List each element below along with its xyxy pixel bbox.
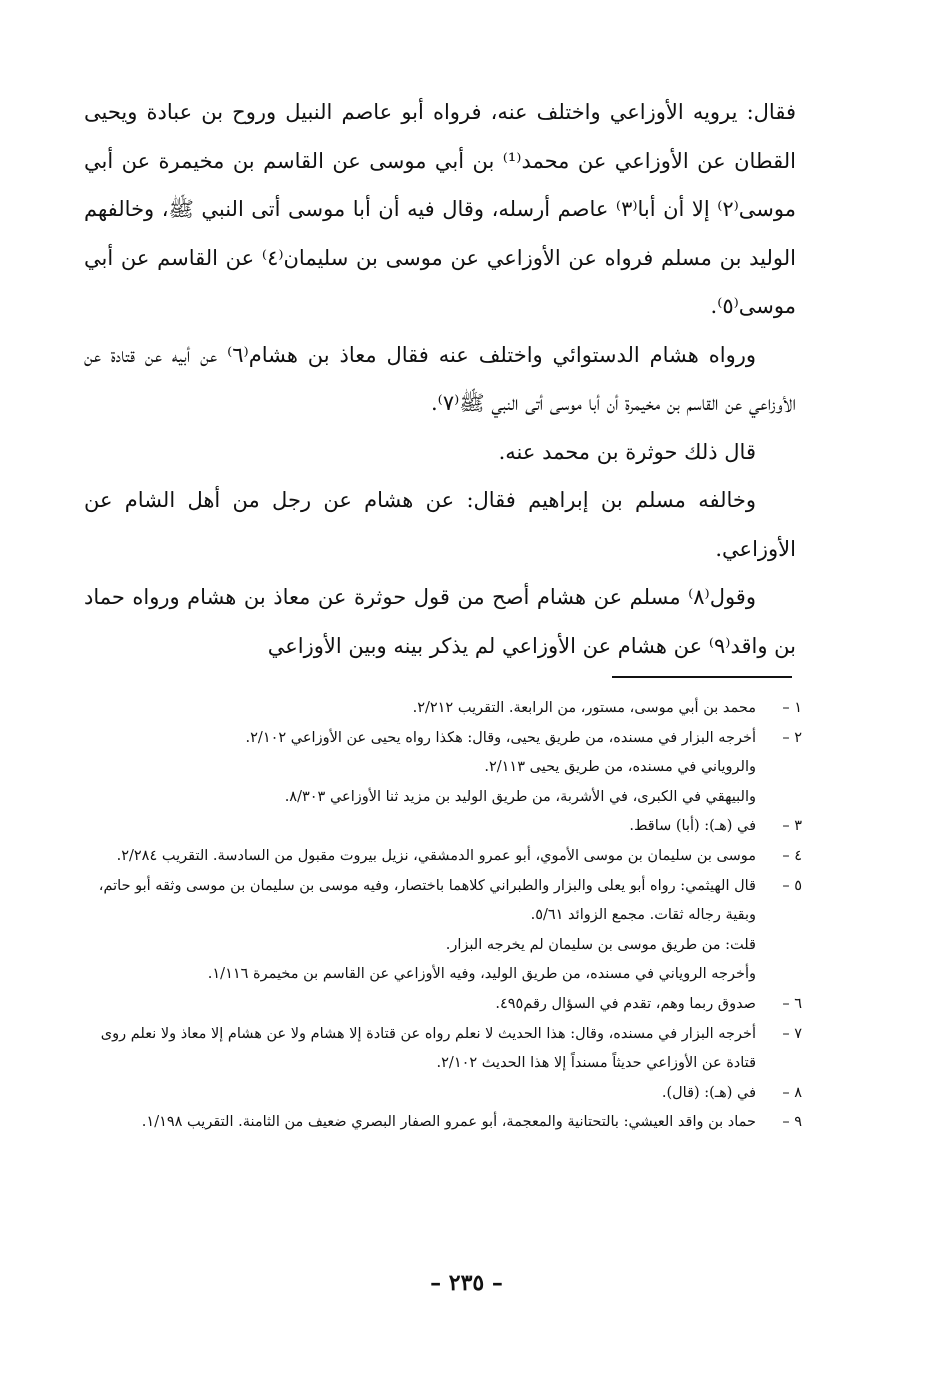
footnote-number: ١ – (782, 700, 802, 716)
paragraph-2: ورواه هشام الدستوائي واختلف عنه فقال معاذ بن هشام⁽٦⁾ عن أبيه عن قتادة عن الأوزاعي عن القاسم بن مخيمرة أن أبا موسى أتى النبي ﷺ⁽٧⁾. (84, 342, 796, 415)
footnote-text: والبيهقي في الكبرى، في الأشربة، من طريق الوليد بن مزيد ثنا الأوزاعي ٨/٣٠٣. (284, 788, 756, 805)
footnote-text: والروياني في مسنده، من طريق يحيى ٢/١١٣. (484, 759, 756, 776)
footnote-text: قلت: من طريق موسى بن سليمان لم يخرجه البزار. (445, 936, 756, 953)
footnote-number: ٢ – (782, 729, 802, 746)
footnote-text: محمد بن أبي موسى، مستور، من الرابعة. التقريب ٢/٢١٢. (412, 700, 756, 716)
footnote-separator (612, 676, 792, 678)
paragraph-5: وقول⁽٨⁾ مسلم عن هشام أصح من قول حوثرة عن معاذ بن هشام ورواه حماد بن واقد⁽٩⁾ عن هشام عن الأوزاعي لم يذكر بينه وبين الأوزاعي (84, 585, 796, 658)
footnote-text: في (هـ): (أبا) ساقط. (629, 818, 756, 835)
footnote-text: وأخرجه الروياني في مسنده، من طريق الوليد، وفيه الأوزاعي عن القاسم بن مخيمرة ١/١١٦. (207, 966, 756, 983)
footnote-text: صدوق ربما وهم، تقدم في السؤال رقم٤٩٥. (495, 995, 756, 1012)
paragraph-4: وخالفه مسلم بن إبراهيم فقال: عن هشام عن رجل من أهل الشام عن الأوزاعي. (84, 488, 796, 561)
footnote-number: ٤ – (782, 847, 802, 864)
footnote-8 (90, 1079, 802, 1109)
footnote-number: ٣ – (782, 818, 802, 835)
footnote-text: قال الهيثمي: رواه أبو يعلى والبزار والطبراني كلاهما باختصار، وفيه موسى بن سليمان بن موسى وثقه أبو حاتم، وبقية رجاله ثقات. مجمع الزوائد ٥/٦١. (98, 877, 756, 924)
footnote-7 (90, 1020, 802, 1079)
footnote-number: ٦ – (782, 995, 802, 1012)
footnote-number: ٧ – (782, 1025, 802, 1042)
footnote-4 (90, 842, 802, 872)
footnote-3 (90, 812, 802, 842)
footnote-text: أخرجه البزار في مسنده، وقال: هذا الحديث لا نعلم رواه عن قتادة إلا هشام ولا عن هشام إلا معاذ ولا نعلم روى قتادة عن الأوزاعي حديثاً مسنداً إلا هذا الحديث ٢/١٠٢. (100, 1025, 756, 1072)
footnote-number: ٥ – (782, 877, 802, 894)
page-number: – ٢٣٥ – (430, 1270, 503, 1296)
main-text (84, 88, 796, 670)
footnote-9 (90, 1108, 802, 1138)
footnote-6 (90, 990, 802, 1020)
footnote-text: موسى بن سليمان بن موسى الأموي، أبو عمرو الدمشقي، نزيل بيروت مقبول من السادسة. التقريب ٢/٢٨٤. (116, 847, 756, 864)
paragraph-3: قال ذلك حوثرة بن محمد عنه. (498, 439, 756, 464)
paragraph-1: فقال: يرويه الأوزاعي واختلف عنه، فرواه أبو عاصم النبيل وروح بن عبادة ويحيى القطان عن الأوزاعي عن محمد⁽¹⁾ بن أبي موسى عن القاسم بن مخيمرة عن أبي موسى⁽٢⁾ إلا أن أبا⁽٣⁾ عاصم أرسله، وقال فيه أن أبا موسى أتى النبي ﷺ، وخالفهم الوليد بن مسلم فرواه عن الأوزاعي عن موسى بن سليمان⁽٤⁾ عن القاسم عن أبي موسى⁽٥⁾. (84, 100, 796, 318)
footnote-5 (90, 872, 802, 990)
footnotes (90, 694, 802, 1138)
footnote-1 (90, 694, 802, 724)
footnote-text: أخرجه البزار في مسنده، من طريق يحيى، وقال: هكذا رواه يحيى عن الأوزاعي ٢/١٠٢. (245, 729, 756, 746)
footnote-text: حماد بن واقد العيشي: بالتحتانية والمعجمة، أبو عمرو الصفار البصري ضعيف من الثامنة. التقريب ١/١٩٨. (141, 1114, 756, 1131)
footnote-number: ٩ – (782, 1114, 802, 1131)
footnote-2 (90, 724, 802, 813)
footnote-number: ٨ – (782, 1084, 802, 1101)
footnote-text: في (هـ): (قال). (661, 1084, 756, 1101)
